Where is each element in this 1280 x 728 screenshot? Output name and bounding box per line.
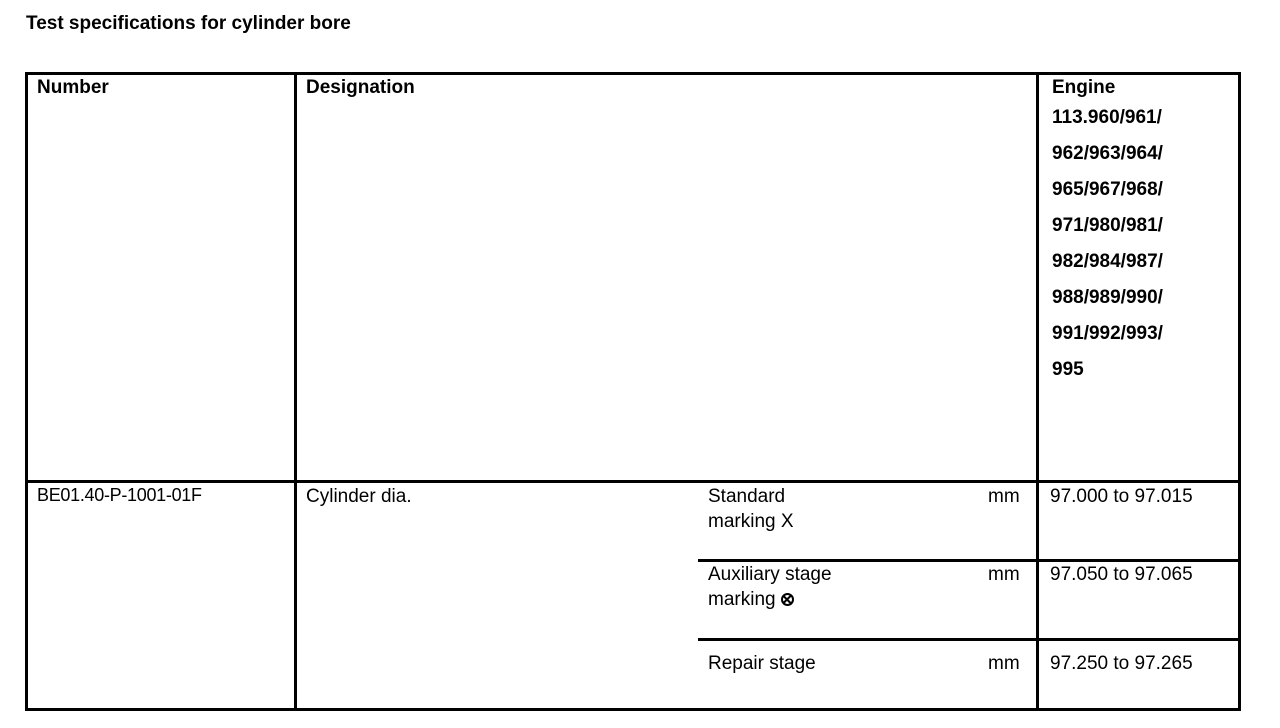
stage-standard-value: 97.000 to 97.015 [1050,486,1193,507]
row-designation: Cylinder dia. [306,486,412,507]
stage-auxiliary-label [708,562,832,612]
spec-table [25,72,1241,711]
document-title: Test specifications for cylinder bore [26,13,351,34]
header-designation: Designation [306,77,415,98]
stage-auxiliary-unit: mm [988,564,1020,585]
header-divider [28,480,1238,483]
engine-line: 988/989/990/ [1052,287,1163,308]
stage-repair-value: 97.250 to 97.265 [1050,653,1193,674]
stage-label-line1: Auxiliary stage [708,564,832,585]
engine-line: 113.960/961/ [1052,107,1162,128]
engine-line: 995 [1052,359,1084,380]
stage-auxiliary-value: 97.050 to 97.065 [1050,564,1193,585]
circle-cross-icon [781,593,794,606]
stage-label-line1: Standard [708,486,786,507]
engine-line: 982/984/987/ [1052,251,1163,272]
engine-line: 962/963/964/ [1052,143,1163,164]
stage-repair-label: Repair stage [708,653,816,674]
header-engine: Engine [1052,77,1116,98]
stage-label-line2: marking [708,589,776,610]
engine-model-list [1052,100,1163,388]
engine-line: 991/992/993/ [1052,323,1163,344]
stage-standard-label [708,484,794,534]
stage-repair-unit: mm [988,653,1020,674]
column-divider-number [294,75,297,708]
column-divider-designation [1036,75,1039,708]
row-number: BE01.40-P-1001-01F [37,485,202,505]
engine-line: 965/967/968/ [1052,179,1163,200]
stage-label-line2: marking X [708,511,794,532]
engine-line: 971/980/981/ [1052,215,1163,236]
stage-standard-unit: mm [988,486,1020,507]
header-number: Number [37,77,109,98]
stage-divider-2 [698,638,1238,641]
